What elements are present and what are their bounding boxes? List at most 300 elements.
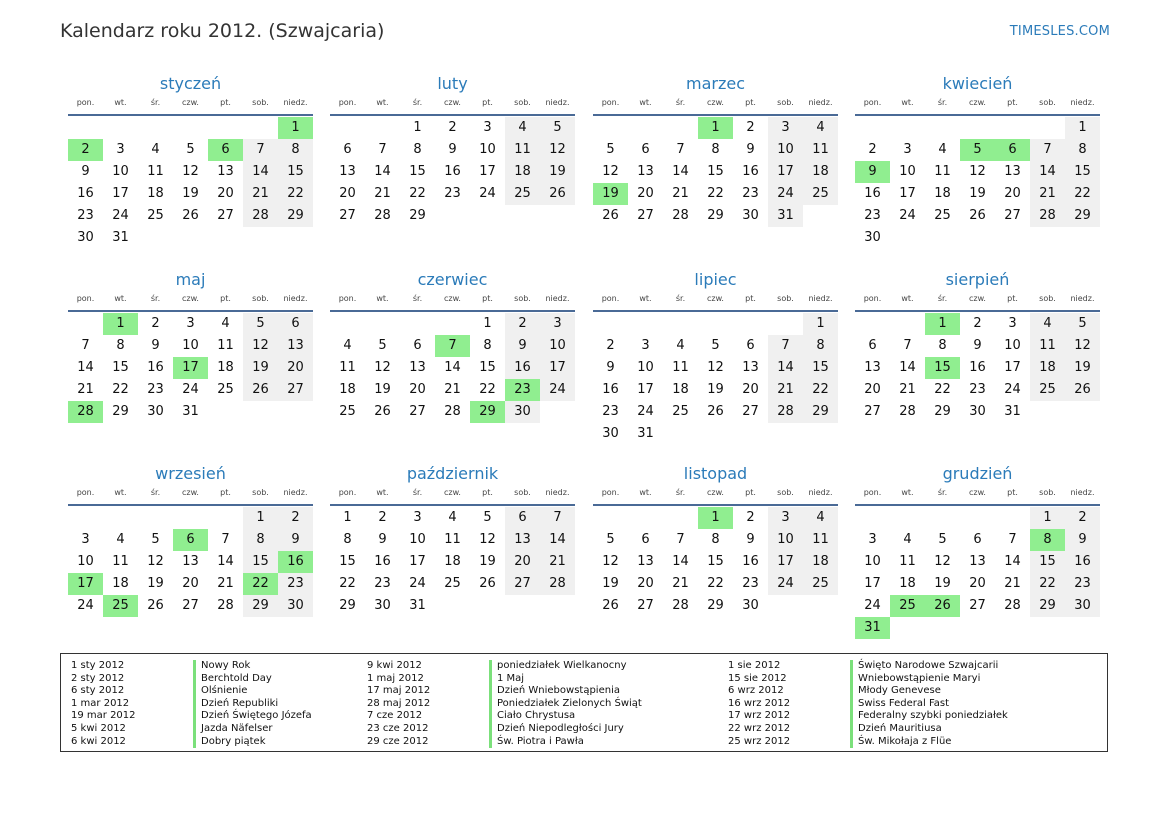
weekday-label: sob. (252, 98, 269, 107)
week-row (330, 313, 575, 335)
weekday-label: czw. (182, 294, 199, 303)
day-cell: 3 (641, 338, 650, 353)
day-cell: 14 (1030, 161, 1065, 183)
day-cell: 12 (969, 164, 986, 179)
day-cell: 8 (413, 142, 422, 157)
day-cell: 31 (1004, 404, 1021, 419)
day-cell: 2 (278, 507, 313, 529)
legend-item (728, 736, 1008, 749)
weekday-label: niedz. (283, 294, 308, 303)
empty-cell (768, 313, 803, 335)
legend-date: 22 wrz 2012 (728, 722, 791, 734)
empty-cell (925, 507, 960, 529)
day-cell: 10 (77, 554, 94, 569)
day-cell: 11 (1030, 335, 1065, 357)
weekday-label: niedz. (283, 98, 308, 107)
legend-date: 29 cze 2012 (367, 735, 429, 747)
week-row (855, 551, 1100, 573)
day-cell: 30 (1065, 595, 1100, 617)
empty-cell (330, 117, 365, 139)
day-cell: 16 (444, 164, 461, 179)
day-cell: 7 (221, 532, 230, 547)
month-divider (330, 504, 575, 506)
weekday-label: pt. (482, 98, 493, 107)
empty-cell (960, 117, 995, 139)
day-cell: 14 (672, 554, 689, 569)
day-cell: 26 (243, 379, 278, 401)
weekday-label: czw. (707, 98, 724, 107)
month-10 (593, 462, 838, 617)
day-cell: 11 (444, 532, 461, 547)
day-cell: 28 (217, 598, 234, 613)
weekday-header (593, 292, 838, 308)
day-cell: 5 (243, 313, 278, 335)
month-divider (855, 114, 1100, 116)
weekday-label: sob. (777, 294, 794, 303)
day-cell: 28 (444, 404, 461, 419)
weekday-label: wt. (376, 488, 389, 497)
day-cell: 26 (540, 183, 575, 205)
empty-cell (855, 507, 890, 529)
day-cell: 21 (540, 551, 575, 573)
empty-cell (470, 205, 505, 227)
legend-date: 23 cze 2012 (367, 722, 429, 734)
day-cell: 29 (803, 401, 838, 423)
day-cell: 25 (1030, 379, 1065, 401)
day-cell: 21 (374, 186, 391, 201)
day-cell: 31 (768, 205, 803, 227)
day-cell: 19 (243, 357, 278, 379)
day-cell: 25 (505, 183, 540, 205)
day-cell: 6 (413, 338, 422, 353)
legend-holiday-name: Jazda Näfelser (193, 723, 273, 736)
day-cell: 29 (409, 208, 426, 223)
day-cell: 19 (969, 186, 986, 201)
day-cell: 27 (339, 208, 356, 223)
legend-date: 17 wrz 2012 (728, 710, 791, 722)
weekday-label: pon. (601, 488, 620, 497)
day-cell: 10 (182, 338, 199, 353)
weekday-header (68, 292, 313, 308)
day-cell: 1 (413, 120, 422, 135)
week-row (330, 117, 575, 139)
weekday-label: wt. (901, 488, 914, 497)
day-cell: 19 (479, 554, 496, 569)
weekday-label: śr. (675, 98, 686, 107)
day-cell: 12 (147, 554, 164, 569)
day-cell: 17 (68, 573, 103, 595)
day-cell: 23 (505, 379, 540, 401)
day-cell: 5 (483, 510, 492, 525)
day-cell: 4 (221, 316, 230, 331)
weekday-label: pon. (338, 98, 357, 107)
day-cell: 21 (1030, 183, 1065, 205)
empty-cell (925, 617, 960, 639)
day-cell: 30 (147, 404, 164, 419)
day-cell: 5 (378, 338, 387, 353)
empty-cell (855, 313, 890, 335)
empty-cell (698, 423, 733, 445)
day-cell: 24 (864, 598, 881, 613)
day-cell: 29 (339, 598, 356, 613)
empty-cell (663, 313, 698, 335)
day-cell: 1 (278, 117, 313, 139)
empty-cell (960, 227, 995, 249)
day-cell: 20 (217, 186, 234, 201)
week-row (330, 183, 575, 205)
legend-date: 2 sty 2012 (71, 672, 125, 684)
day-cell: 18 (505, 161, 540, 183)
legend-holiday-name: Dzień Republiki (193, 698, 278, 711)
week-row (593, 357, 838, 379)
weekday-label: śr. (150, 98, 161, 107)
legend-item (728, 710, 1008, 723)
month-6 (593, 268, 838, 445)
day-cell: 3 (540, 313, 575, 335)
weekday-label: pt. (220, 488, 231, 497)
day-cell: 23 (77, 208, 94, 223)
legend-item (728, 723, 1008, 736)
day-cell: 3 (768, 507, 803, 529)
day-cell: 16 (742, 554, 759, 569)
day-cell: 28 (899, 404, 916, 419)
day-cell: 29 (707, 598, 724, 613)
day-cell: 17 (173, 357, 208, 379)
month-divider (68, 504, 313, 506)
empty-cell (1030, 227, 1065, 249)
day-cell: 17 (409, 554, 426, 569)
day-cell: 2 (746, 510, 755, 525)
legend-holiday-name: Poniedziałek Zielonych Świąt (489, 698, 642, 711)
day-cell: 28 (1030, 205, 1065, 227)
week-row (68, 161, 313, 183)
day-cell: 23 (969, 382, 986, 397)
day-cell: 7 (1030, 139, 1065, 161)
weekday-label: wt. (901, 294, 914, 303)
day-cell: 29 (934, 404, 951, 419)
weekday-label: niedz. (283, 488, 308, 497)
day-cell: 15 (339, 554, 356, 569)
legend-item (71, 710, 312, 723)
day-cell: 10 (1004, 338, 1021, 353)
week-row (68, 335, 313, 357)
day-cell: 9 (81, 164, 90, 179)
day-cell: 1 (925, 313, 960, 335)
weekday-label: śr. (675, 294, 686, 303)
empty-cell (855, 117, 890, 139)
day-cell: 6 (343, 142, 352, 157)
month-7 (855, 268, 1100, 423)
day-cell: 20 (182, 576, 199, 591)
day-cell: 26 (925, 595, 960, 617)
day-cell: 9 (746, 142, 755, 157)
day-cell: 14 (899, 360, 916, 375)
legend-item (367, 673, 642, 686)
week-row (855, 227, 1100, 249)
weekday-label: wt. (639, 98, 652, 107)
empty-cell (365, 117, 400, 139)
day-cell: 2 (505, 313, 540, 335)
day-cell: 27 (637, 208, 654, 223)
day-cell: 10 (409, 532, 426, 547)
day-cell: 30 (278, 595, 313, 617)
week-row (330, 335, 575, 357)
day-cell: 9 (505, 335, 540, 357)
empty-cell (890, 507, 925, 529)
day-cell: 18 (899, 576, 916, 591)
day-cell: 28 (672, 208, 689, 223)
day-cell: 8 (803, 335, 838, 357)
week-row (855, 529, 1100, 551)
site-link[interactable]: TIMESLES.COM (1009, 24, 1110, 39)
day-cell: 15 (479, 360, 496, 375)
day-cell: 25 (803, 573, 838, 595)
page-title: Kalendarz roku 2012. (Szwajcaria) (60, 20, 385, 42)
weekday-label: pt. (745, 488, 756, 497)
weekday-label: śr. (412, 294, 423, 303)
day-cell: 16 (602, 382, 619, 397)
weekday-label: niedz. (808, 488, 833, 497)
week-row (330, 139, 575, 161)
day-cell: 12 (243, 335, 278, 357)
weekday-label: sob. (514, 488, 531, 497)
day-cell: 15 (112, 360, 129, 375)
day-cell: 23 (864, 208, 881, 223)
day-cell: 28 (1004, 598, 1021, 613)
month-name: kwiecień (942, 74, 1013, 93)
holiday-legend (60, 653, 1108, 752)
legend-item (367, 698, 642, 711)
day-cell: 12 (540, 139, 575, 161)
day-cell: 10 (768, 139, 803, 161)
day-cell: 29 (1065, 205, 1100, 227)
week-row (330, 573, 575, 595)
day-cell: 1 (698, 117, 733, 139)
day-cell: 19 (182, 186, 199, 201)
weekday-label: pon. (863, 98, 882, 107)
day-cell: 9 (151, 338, 160, 353)
day-cell: 6 (973, 532, 982, 547)
day-cell: 28 (68, 401, 103, 423)
day-cell: 14 (217, 554, 234, 569)
month-9 (330, 462, 575, 617)
day-cell: 19 (707, 382, 724, 397)
legend-item (71, 698, 312, 711)
day-cell: 7 (435, 335, 470, 357)
legend-date: 6 wrz 2012 (728, 685, 784, 697)
day-cell: 11 (339, 360, 356, 375)
day-cell: 5 (606, 532, 615, 547)
day-cell: 24 (479, 186, 496, 201)
day-cell: 9 (448, 142, 457, 157)
day-cell: 31 (637, 426, 654, 441)
day-cell: 22 (278, 183, 313, 205)
day-cell: 18 (934, 186, 951, 201)
month-divider (330, 310, 575, 312)
weekday-label: pt. (482, 294, 493, 303)
day-cell: 21 (672, 576, 689, 591)
day-cell: 11 (147, 164, 164, 179)
day-cell: 26 (182, 208, 199, 223)
empty-cell (505, 595, 540, 617)
empty-cell (1030, 617, 1065, 639)
month-name: wrzesień (155, 464, 226, 483)
empty-cell (663, 117, 698, 139)
day-cell: 9 (1065, 529, 1100, 551)
week-row (68, 313, 313, 335)
empty-cell (208, 507, 243, 529)
empty-cell (243, 227, 278, 249)
day-cell: 24 (112, 208, 129, 223)
day-cell: 20 (505, 551, 540, 573)
weekday-label: niedz. (1070, 488, 1095, 497)
week-row (855, 335, 1100, 357)
day-cell: 29 (707, 208, 724, 223)
day-cell: 30 (602, 426, 619, 441)
empty-cell (278, 401, 313, 423)
day-cell: 3 (81, 532, 90, 547)
month-divider (593, 504, 838, 506)
day-cell: 7 (1008, 532, 1017, 547)
day-cell: 26 (602, 208, 619, 223)
month-11 (855, 462, 1100, 639)
day-cell: 13 (742, 360, 759, 375)
day-cell: 12 (182, 164, 199, 179)
day-cell: 16 (374, 554, 391, 569)
legend-holiday-name: Dzień Świętego Józefa (193, 710, 312, 723)
week-row (593, 205, 838, 227)
day-cell: 24 (182, 382, 199, 397)
day-cell: 19 (602, 576, 619, 591)
empty-cell (628, 117, 663, 139)
empty-cell (593, 313, 628, 335)
day-cell: 19 (593, 183, 628, 205)
day-cell: 29 (470, 401, 505, 423)
day-cell: 8 (1030, 529, 1065, 551)
day-cell: 3 (413, 510, 422, 525)
day-cell: 10 (479, 142, 496, 157)
weekday-label: czw. (969, 98, 986, 107)
week-row (330, 161, 575, 183)
month-divider (593, 114, 838, 116)
week-row (68, 379, 313, 401)
weekday-label: niedz. (545, 488, 570, 497)
day-cell: 27 (637, 598, 654, 613)
weekday-header (330, 486, 575, 502)
day-cell: 20 (864, 382, 881, 397)
day-cell: 25 (147, 208, 164, 223)
legend-date: 6 sty 2012 (71, 685, 125, 697)
day-cell: 27 (864, 404, 881, 419)
day-cell: 13 (505, 529, 540, 551)
weekday-label: pon. (863, 294, 882, 303)
week-row (593, 507, 838, 529)
week-row (855, 507, 1100, 529)
legend-item (367, 710, 642, 723)
day-cell: 14 (540, 529, 575, 551)
day-cell: 4 (505, 117, 540, 139)
week-row (593, 551, 838, 573)
day-cell: 8 (938, 338, 947, 353)
empty-cell (733, 313, 768, 335)
empty-cell (103, 117, 138, 139)
empty-cell (173, 507, 208, 529)
day-cell: 13 (637, 164, 654, 179)
legend-date: 5 kwi 2012 (71, 722, 126, 734)
day-cell: 15 (707, 164, 724, 179)
empty-cell (890, 617, 925, 639)
weekday-label: pt. (1007, 488, 1018, 497)
day-cell: 12 (602, 554, 619, 569)
day-cell: 6 (505, 507, 540, 529)
day-cell: 7 (243, 139, 278, 161)
day-cell: 4 (938, 142, 947, 157)
day-cell: 16 (1065, 551, 1100, 573)
day-cell: 13 (864, 360, 881, 375)
empty-cell (173, 117, 208, 139)
day-cell: 5 (1065, 313, 1100, 335)
day-cell: 15 (1065, 161, 1100, 183)
day-cell: 4 (803, 507, 838, 529)
day-cell: 18 (1030, 357, 1065, 379)
week-row (68, 507, 313, 529)
empty-cell (960, 507, 995, 529)
day-cell: 19 (934, 576, 951, 591)
week-row (330, 595, 575, 617)
month-name: maj (175, 270, 206, 289)
empty-cell (768, 423, 803, 445)
legend-date: 17 maj 2012 (367, 685, 431, 697)
week-row (593, 139, 838, 161)
day-cell: 25 (803, 183, 838, 205)
empty-cell (995, 117, 1030, 139)
legend-column-1 (71, 660, 312, 748)
day-cell: 26 (1065, 379, 1100, 401)
day-cell: 14 (374, 164, 391, 179)
week-row (593, 117, 838, 139)
week-row (593, 573, 838, 595)
legend-holiday-name: Św. Mikołaja z Flüe (850, 736, 951, 749)
weekday-label: czw. (707, 488, 724, 497)
empty-cell (698, 313, 733, 335)
day-cell: 20 (637, 186, 654, 201)
empty-cell (208, 227, 243, 249)
day-cell: 6 (868, 338, 877, 353)
weekday-label: sob. (514, 294, 531, 303)
empty-cell (925, 227, 960, 249)
empty-cell (593, 507, 628, 529)
week-row (330, 205, 575, 227)
day-cell: 12 (602, 164, 619, 179)
day-cell: 2 (746, 120, 755, 135)
day-cell: 17 (112, 186, 129, 201)
empty-cell (400, 313, 435, 335)
empty-cell (138, 117, 173, 139)
weekday-header (330, 96, 575, 112)
legend-item (71, 736, 312, 749)
weekday-label: pt. (1007, 294, 1018, 303)
day-cell: 22 (1065, 183, 1100, 205)
day-cell: 26 (707, 404, 724, 419)
day-cell: 30 (742, 598, 759, 613)
empty-cell (540, 595, 575, 617)
day-cell: 1 (243, 507, 278, 529)
day-cell: 26 (969, 208, 986, 223)
day-cell: 27 (182, 598, 199, 613)
week-row (593, 313, 838, 335)
weekday-label: wt. (114, 294, 127, 303)
day-cell: 11 (934, 164, 951, 179)
